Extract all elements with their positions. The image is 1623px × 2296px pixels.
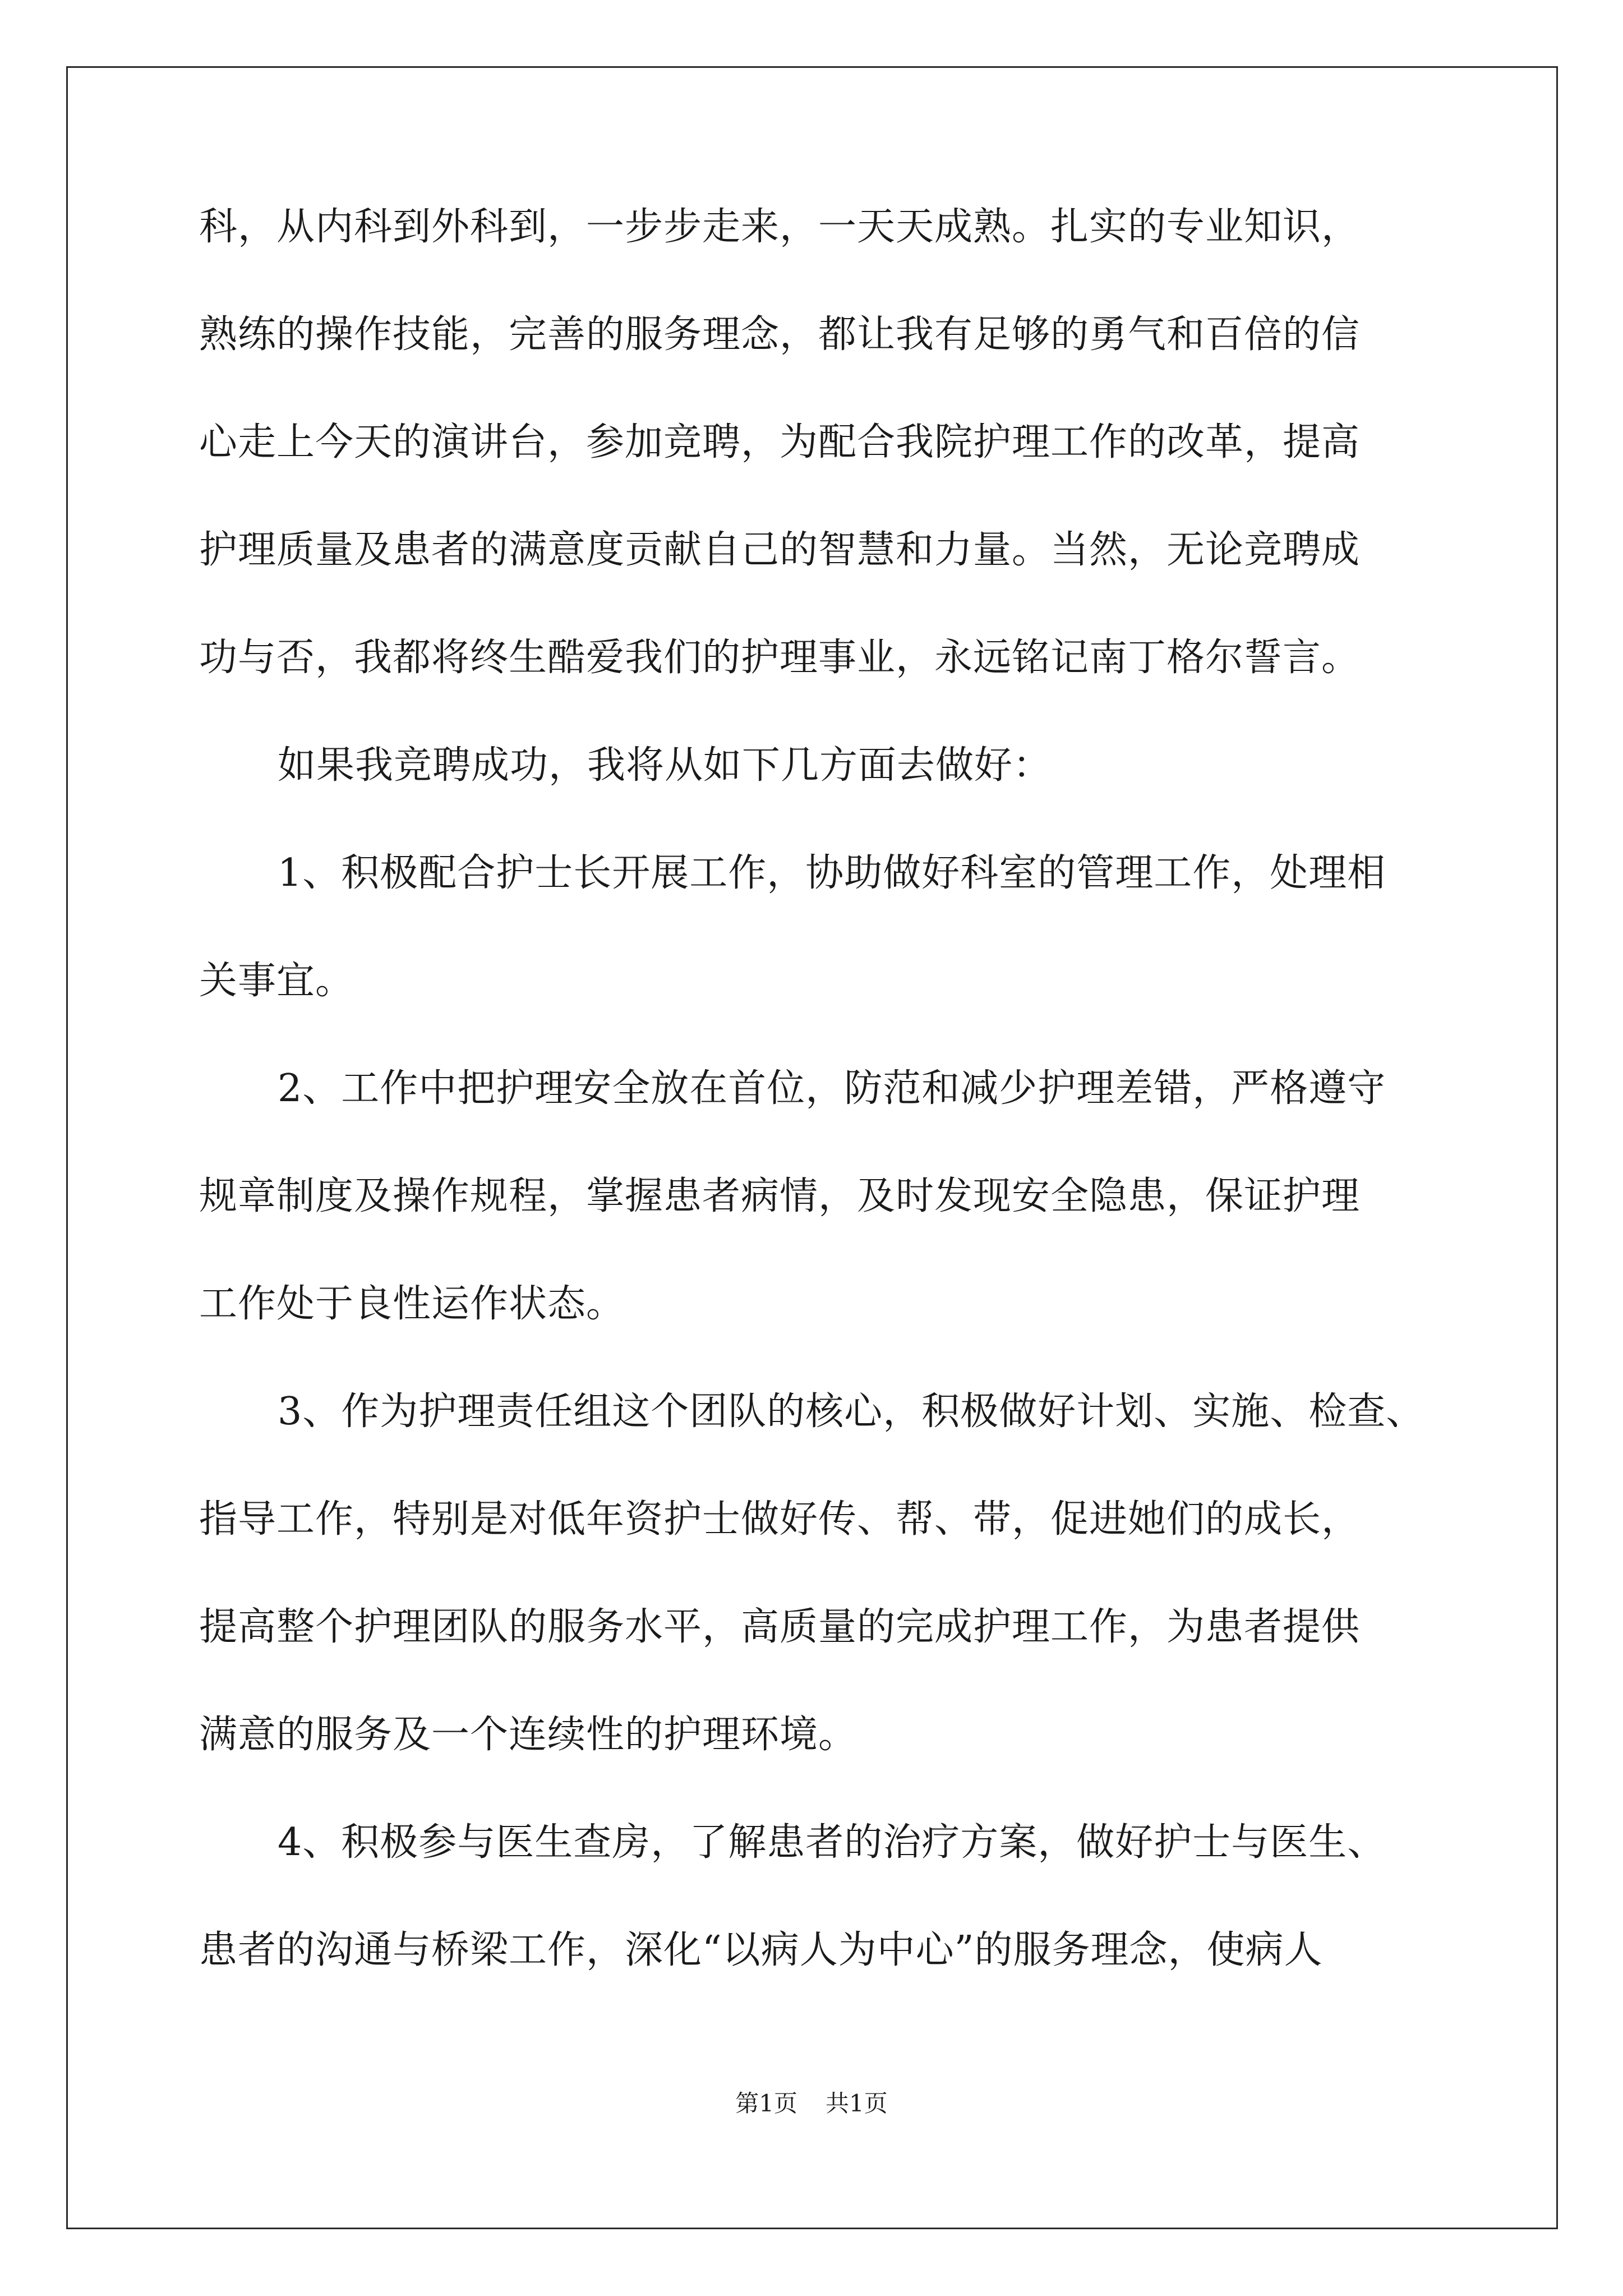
text-line: 指导工作，特别是对低年资护士做好传、帮、带，促进她们的成长， xyxy=(199,1497,1361,1542)
paragraph-first-line: 3、作为护理责任组这个团队的核心，积极做好计划、实施、检查、 xyxy=(278,1389,1425,1434)
text-line: 工作处于良性运作状态。 xyxy=(199,1282,625,1326)
text-line: 关事宜。 xyxy=(199,959,354,1003)
page-number: 第1页 xyxy=(735,2090,797,2117)
text-line: 规章制度及操作规程，掌握患者病情，及时发现安全隐患，保证护理 xyxy=(199,1174,1361,1218)
page-footer xyxy=(0,2087,1623,2120)
paragraph-first-line: 如果我竞聘成功，我将从如下几方面去做好： xyxy=(278,743,1052,788)
text-line: 提高整个护理团队的服务水平，高质量的完成护理工作，为患者提供 xyxy=(199,1605,1361,1649)
text-line: 护理质量及患者的满意度贡献自己的智慧和力量。当然，无论竞聘成 xyxy=(199,528,1361,572)
page-total: 共1页 xyxy=(826,2090,888,2117)
paragraph-first-line: 1、积极配合护士长开展工作，协助做好科室的管理工作，处理相 xyxy=(278,851,1386,895)
paragraph-first-line: 2、工作中把护理安全放在首位，防范和减少护理差错，严格遵守 xyxy=(278,1066,1386,1111)
text-line: 熟练的操作技能，完善的服务理念，都让我有足够的勇气和百倍的信 xyxy=(199,312,1361,357)
page-border xyxy=(66,66,1558,2229)
text-line: 功与否，我都将终生酷爱我们的护理事业，永远铭记南丁格尔誓言。 xyxy=(199,636,1361,680)
text-line: 科，从内科到外科到，一步步走来，一天天成熟。扎实的专业知识， xyxy=(199,205,1361,249)
text-line: 满意的服务及一个连续性的护理环境。 xyxy=(199,1713,857,1757)
paragraph-first-line: 4、积极参与医生查房，了解患者的治疗方案，做好护士与医生、 xyxy=(278,1820,1386,1865)
text-line: 患者的沟通与桥梁工作，深化“以病人为中心”的服务理念，使病人 xyxy=(199,1928,1323,1972)
text-line: 心走上今天的演讲台，参加竞聘，为配合我院护理工作的改革，提高 xyxy=(199,420,1361,464)
